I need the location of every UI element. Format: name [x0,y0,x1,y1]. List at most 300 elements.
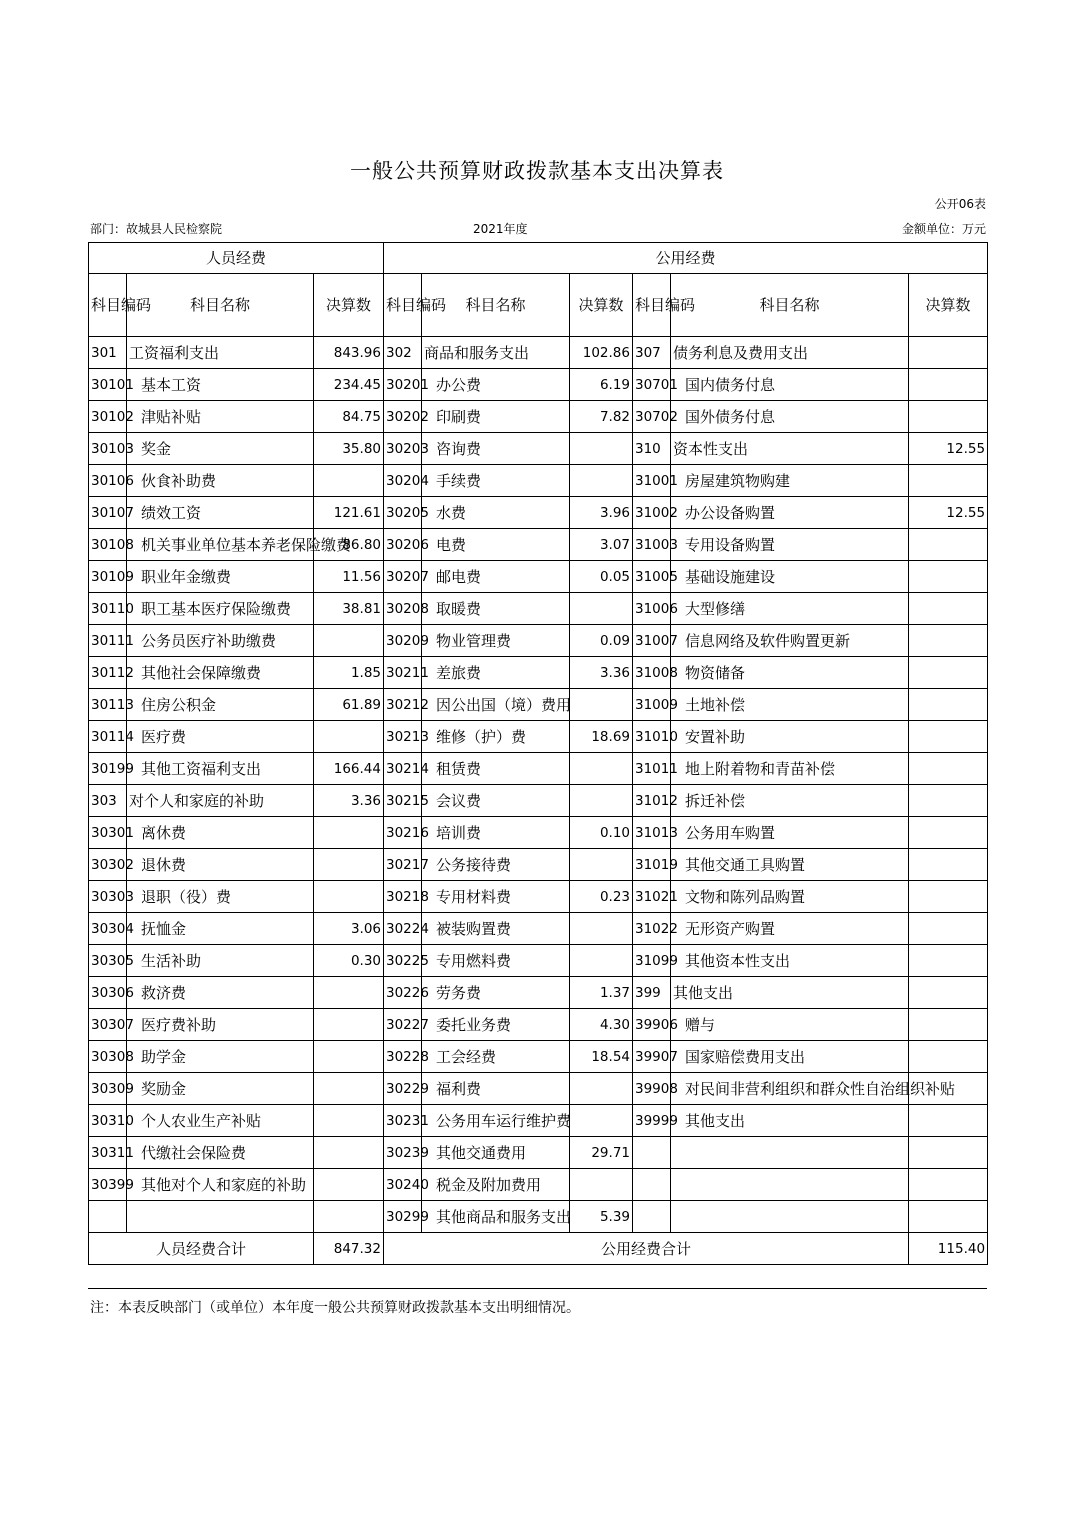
subject-amount [570,593,633,625]
subject-code: 31002 [633,497,671,529]
personnel-total-label: 人员经费合计 [89,1233,314,1265]
subject-amount: 843.96 [314,337,384,369]
subject-code: 399 [633,977,671,1009]
subject-amount [314,1041,384,1073]
subject-name: 国外债务付息 [671,401,909,433]
subject-amount: 11.56 [314,561,384,593]
subject-code: 30305 [89,945,127,977]
subject-name: 取暖费 [422,593,570,625]
subject-code: 30306 [89,977,127,1009]
table-row [89,433,988,465]
subject-code: 31008 [633,657,671,689]
subject-amount: 0.30 [314,945,384,977]
subject-name: 退休费 [127,849,314,881]
subject-code: 39999 [633,1105,671,1137]
subject-name: 其他交通工具购置 [671,849,909,881]
subject-name: 基本工资 [127,369,314,401]
subject-code: 30102 [89,401,127,433]
subject-name: 公务用车购置 [671,817,909,849]
subject-name: 专用设备购置 [671,529,909,561]
subject-name [671,1169,909,1201]
subject-name: 水费 [422,497,570,529]
subject-code: 30211 [384,657,422,689]
subject-name: 培训费 [422,817,570,849]
header-amount: 决算数 [570,274,633,337]
subject-code: 39906 [633,1009,671,1041]
subject-code: 31005 [633,561,671,593]
subject-code: 30216 [384,817,422,849]
subject-name: 办公费 [422,369,570,401]
subject-name: 咨询费 [422,433,570,465]
subject-amount [570,753,633,785]
subject-amount [570,1105,633,1137]
subject-amount: 166.44 [314,753,384,785]
subject-code [633,1169,671,1201]
subject-code: 30399 [89,1169,127,1201]
subject-code [633,1201,671,1233]
subject-amount: 7.82 [570,401,633,433]
subject-name: 租赁费 [422,753,570,785]
table-row [89,977,988,1009]
subject-code: 31012 [633,785,671,817]
subject-code: 31006 [633,593,671,625]
subject-name: 其他工资福利支出 [127,753,314,785]
subject-name: 信息网络及软件购置更新 [671,625,909,657]
subject-amount [570,945,633,977]
subject-code: 30112 [89,657,127,689]
table-row [89,1009,988,1041]
subject-amount: 18.69 [570,721,633,753]
subject-amount: 12.55 [909,497,988,529]
subject-code: 30201 [384,369,422,401]
subject-name: 差旅费 [422,657,570,689]
table-row [89,849,988,881]
subject-amount [909,1009,988,1041]
subject-amount: 5.39 [570,1201,633,1233]
subject-name: 助学金 [127,1041,314,1073]
subject-name: 机关事业单位基本养老保险缴费 [127,529,314,561]
subject-amount [570,433,633,465]
subject-code: 30227 [384,1009,422,1041]
subject-name: 大型修缮 [671,593,909,625]
section-personnel: 人员经费 [89,243,384,274]
subject-name: 因公出国（境）费用 [422,689,570,721]
subject-name: 会议费 [422,785,570,817]
subject-name: 生活补助 [127,945,314,977]
subject-name: 其他资本性支出 [671,945,909,977]
subject-amount [909,785,988,817]
subject-amount [570,1169,633,1201]
table-row [89,945,988,977]
subject-name: 安置补助 [671,721,909,753]
table-row [89,1105,988,1137]
subject-code: 31009 [633,689,671,721]
subject-name: 医疗费 [127,721,314,753]
subject-name: 伙食补助费 [127,465,314,497]
subject-amount [314,1137,384,1169]
subject-amount: 3.36 [570,657,633,689]
subject-code: 30303 [89,881,127,913]
header-amount: 决算数 [314,274,384,337]
subject-name: 拆迁补偿 [671,785,909,817]
subject-name: 文物和陈列品购置 [671,881,909,913]
header-amount: 决算数 [909,274,988,337]
table-row [89,881,988,913]
subject-name: 印刷费 [422,401,570,433]
subject-name: 奖励金 [127,1073,314,1105]
subject-amount: 3.96 [570,497,633,529]
subject-code: 30213 [384,721,422,753]
subject-name [671,1137,909,1169]
subject-code: 30203 [384,433,422,465]
subject-code: 31021 [633,881,671,913]
subject-amount [314,1201,384,1233]
subject-name: 劳务费 [422,977,570,1009]
subject-code: 30311 [89,1137,127,1169]
subject-amount: 102.86 [570,337,633,369]
footnote: 注：本表反映部门（或单位）本年度一般公共预算财政拨款基本支出明细情况。 [90,1300,580,1316]
subject-amount [909,625,988,657]
subject-code: 30101 [89,369,127,401]
header-code: 科目编码 [633,274,671,337]
subject-amount [909,657,988,689]
table-row [89,657,988,689]
subject-code: 30218 [384,881,422,913]
subject-code: 30202 [384,401,422,433]
subject-amount: 234.45 [314,369,384,401]
subject-name: 退职（役）费 [127,881,314,913]
table-row [89,369,988,401]
subject-name: 离休费 [127,817,314,849]
subject-name: 代缴社会保险费 [127,1137,314,1169]
subject-code: 30199 [89,753,127,785]
subject-amount: 38.81 [314,593,384,625]
subject-amount [909,1201,988,1233]
subject-name [671,1201,909,1233]
department-label: 部门：故城县人民检察院 [90,222,223,236]
subject-amount [314,721,384,753]
table-row [89,753,988,785]
table-body [89,337,988,1233]
table-row [89,561,988,593]
table-row [89,497,988,529]
subject-amount: 86.80 [314,529,384,561]
subject-amount [909,913,988,945]
subject-amount [570,465,633,497]
subject-code: 302 [384,337,422,369]
subject-amount [314,1073,384,1105]
subject-amount [909,1137,988,1169]
subject-name: 国内债务付息 [671,369,909,401]
subject-name: 对民间非营利组织和群众性自治组织补贴 [671,1073,909,1105]
section-header-row [89,243,988,274]
subject-code: 30209 [384,625,422,657]
subject-code: 30226 [384,977,422,1009]
header-code: 科目编码 [384,274,422,337]
subject-name: 公务用车运行维护费 [422,1105,570,1137]
subject-amount [314,1169,384,1201]
table-row [89,529,988,561]
subject-name: 津贴补贴 [127,401,314,433]
subject-name: 救济费 [127,977,314,1009]
subject-name: 绩效工资 [127,497,314,529]
subject-name: 其他支出 [671,1105,909,1137]
subject-name: 其他支出 [671,977,909,1009]
subject-code: 30205 [384,497,422,529]
subject-name: 住房公积金 [127,689,314,721]
subject-code: 307 [633,337,671,369]
subject-code: 31007 [633,625,671,657]
subject-code: 30217 [384,849,422,881]
subject-name: 土地补偿 [671,689,909,721]
subject-amount [570,785,633,817]
subject-code: 30702 [633,401,671,433]
table-row [89,785,988,817]
table-row [89,401,988,433]
subject-name: 商品和服务支出 [422,337,570,369]
subject-code: 30107 [89,497,127,529]
expenditure-table [88,242,988,1265]
subject-amount: 35.80 [314,433,384,465]
subject-code: 31019 [633,849,671,881]
subject-amount [570,689,633,721]
subject-amount: 84.75 [314,401,384,433]
table-row [89,593,988,625]
subject-name: 手续费 [422,465,570,497]
subject-name: 专用材料费 [422,881,570,913]
subject-amount [909,529,988,561]
subject-amount: 4.30 [570,1009,633,1041]
table-row [89,625,988,657]
subject-code: 30310 [89,1105,127,1137]
table-row [89,1041,988,1073]
subject-code: 39907 [633,1041,671,1073]
subject-code: 31022 [633,913,671,945]
subject-amount [909,881,988,913]
subject-amount [909,561,988,593]
subject-code [633,1137,671,1169]
subject-name: 专用燃料费 [422,945,570,977]
subject-amount [909,1169,988,1201]
table-row [89,337,988,369]
page-title: 一般公共预算财政拨款基本支出决算表 [350,159,724,183]
subject-amount: 3.07 [570,529,633,561]
subject-code: 31013 [633,817,671,849]
subject-amount [314,465,384,497]
column-header-row [89,274,988,337]
subject-code: 30111 [89,625,127,657]
public-total-value: 115.40 [909,1233,988,1265]
subject-amount [314,849,384,881]
subject-amount [909,337,988,369]
subject-name: 维修（护）费 [422,721,570,753]
subject-code: 39908 [633,1073,671,1105]
table-row [89,1169,988,1201]
subject-name: 职业年金缴费 [127,561,314,593]
header-code: 科目编码 [89,274,127,337]
subject-amount [909,401,988,433]
subject-amount [909,721,988,753]
header-name: 科目名称 [127,274,314,337]
subject-name: 办公设备购置 [671,497,909,529]
subject-amount [909,1041,988,1073]
subject-code: 30214 [384,753,422,785]
subject-code: 30110 [89,593,127,625]
subject-code: 30304 [89,913,127,945]
subject-code: 30215 [384,785,422,817]
subject-code: 30701 [633,369,671,401]
subject-amount: 29.71 [570,1137,633,1169]
subject-code: 303 [89,785,127,817]
subject-amount [909,689,988,721]
subject-code: 30240 [384,1169,422,1201]
subject-code: 31010 [633,721,671,753]
subject-name: 工资福利支出 [127,337,314,369]
subject-amount [909,753,988,785]
subject-name: 无形资产购置 [671,913,909,945]
subject-amount: 0.09 [570,625,633,657]
section-public: 公用经费 [384,243,988,274]
subject-amount: 0.05 [570,561,633,593]
subject-name [127,1201,314,1233]
subject-name: 被装购置费 [422,913,570,945]
subject-code: 30207 [384,561,422,593]
subject-name: 奖金 [127,433,314,465]
subject-name: 其他社会保障缴费 [127,657,314,689]
footer-divider [88,1288,987,1289]
subject-name: 物业管理费 [422,625,570,657]
table-row [89,721,988,753]
subject-name: 职工基本医疗保险缴费 [127,593,314,625]
subject-name: 福利费 [422,1073,570,1105]
subject-amount: 0.10 [570,817,633,849]
subject-code: 30309 [89,1073,127,1105]
subject-name: 资本性支出 [671,433,909,465]
subject-name: 房屋建筑物购建 [671,465,909,497]
subject-code: 30109 [89,561,127,593]
subject-code: 30301 [89,817,127,849]
subject-amount [314,1105,384,1137]
subject-amount [909,817,988,849]
subject-code: 30113 [89,689,127,721]
table-row [89,817,988,849]
subject-name: 其他对个人和家庭的补助 [127,1169,314,1201]
subject-name: 公务接待费 [422,849,570,881]
subject-name: 邮电费 [422,561,570,593]
subject-name: 个人农业生产补贴 [127,1105,314,1137]
subject-amount [909,593,988,625]
subject-amount [314,977,384,1009]
subject-amount: 12.55 [909,433,988,465]
subject-name: 物资储备 [671,657,909,689]
subject-code: 30224 [384,913,422,945]
year-label: 2021年度 [473,222,528,236]
subject-name: 其他商品和服务支出 [422,1201,570,1233]
subject-amount: 3.36 [314,785,384,817]
table-row [89,1201,988,1233]
public-total-label: 公用经费合计 [384,1233,909,1265]
table-row [89,689,988,721]
subject-code: 30307 [89,1009,127,1041]
subject-name: 医疗费补助 [127,1009,314,1041]
subject-amount: 1.85 [314,657,384,689]
subject-name: 基础设施建设 [671,561,909,593]
subject-amount: 0.23 [570,881,633,913]
subject-amount: 121.61 [314,497,384,529]
subject-name: 电费 [422,529,570,561]
unit-label: 金额单位：万元 [901,222,986,236]
subject-name: 税金及附加费用 [422,1169,570,1201]
subject-code: 31001 [633,465,671,497]
subject-amount [314,817,384,849]
subject-amount [909,977,988,1009]
table-row [89,1137,988,1169]
subject-amount [570,849,633,881]
subject-name: 委托业务费 [422,1009,570,1041]
subject-code: 30204 [384,465,422,497]
subject-amount [314,625,384,657]
form-number: 公开06表 [934,197,986,211]
subject-name: 公务员医疗补助缴费 [127,625,314,657]
subject-amount [570,1073,633,1105]
subject-code: 301 [89,337,127,369]
subject-amount [314,881,384,913]
subject-amount [909,369,988,401]
subject-code: 30229 [384,1073,422,1105]
header-name: 科目名称 [422,274,570,337]
subject-name: 对个人和家庭的补助 [127,785,314,817]
personnel-total-value: 847.32 [314,1233,384,1265]
subject-code: 30225 [384,945,422,977]
subject-amount [909,465,988,497]
subject-name: 地上附着物和青苗补偿 [671,753,909,785]
subject-code: 31003 [633,529,671,561]
subject-amount: 6.19 [570,369,633,401]
subject-code: 30212 [384,689,422,721]
subject-name: 工会经费 [422,1041,570,1073]
subject-amount [570,913,633,945]
subject-amount: 61.89 [314,689,384,721]
table-row [89,465,988,497]
header-name: 科目名称 [671,274,909,337]
subject-code: 30228 [384,1041,422,1073]
subject-code: 31099 [633,945,671,977]
subject-code: 30308 [89,1041,127,1073]
subject-code: 30239 [384,1137,422,1169]
subject-code: 30302 [89,849,127,881]
table-row [89,913,988,945]
subject-amount [909,1105,988,1137]
subject-code [89,1201,127,1233]
subject-name: 其他交通费用 [422,1137,570,1169]
subject-code: 30103 [89,433,127,465]
subject-code: 31011 [633,753,671,785]
subject-code: 30108 [89,529,127,561]
subject-code: 310 [633,433,671,465]
subject-name: 债务利息及费用支出 [671,337,909,369]
subject-code: 30208 [384,593,422,625]
subject-code: 30231 [384,1105,422,1137]
subject-amount: 1.37 [570,977,633,1009]
subject-name: 国家赔偿费用支出 [671,1041,909,1073]
subject-code: 30299 [384,1201,422,1233]
subject-amount [314,1009,384,1041]
subject-name: 赠与 [671,1009,909,1041]
subject-amount: 18.54 [570,1041,633,1073]
subject-code: 30106 [89,465,127,497]
subject-amount: 3.06 [314,913,384,945]
subject-code: 30114 [89,721,127,753]
